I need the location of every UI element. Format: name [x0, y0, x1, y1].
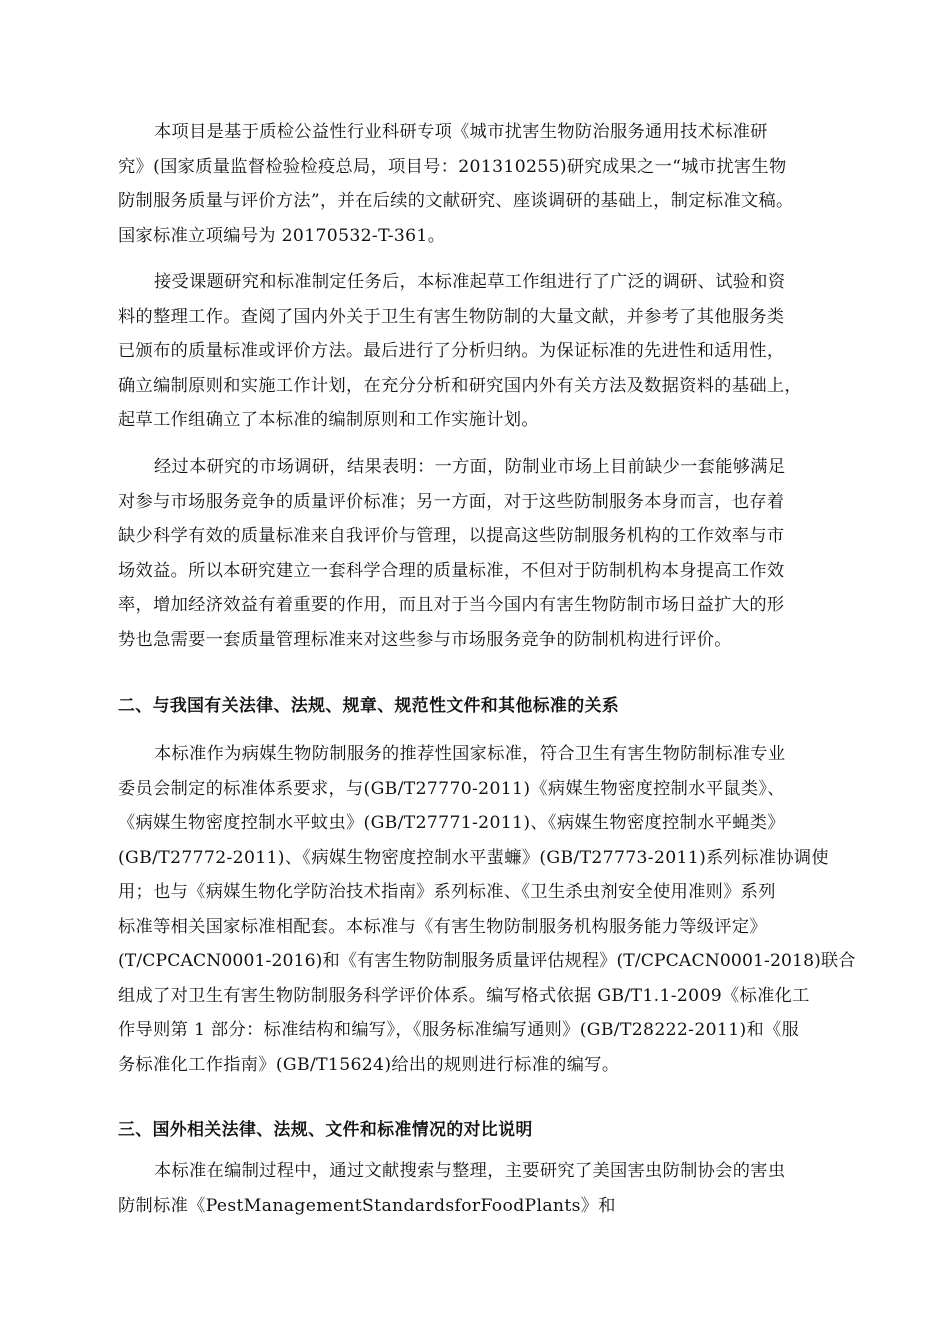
- paragraph-project-background: [118, 115, 858, 253]
- text-line: 已颁布的质量标准或评价方法。最后进行了分析归纳。为保证标准的先进性和适用性，: [118, 341, 785, 361]
- text-line: 委员会制定的标准体系要求，与(GB/T27770-2011)《病媒生物密度控制水平鼠类》、: [118, 778, 785, 799]
- text-line: 国家标准立项编号为 20170532-T-361。: [118, 225, 446, 246]
- text-line: 起草工作组确立了本标准的编制原则和工作实施计划。: [118, 410, 539, 430]
- text-line: 确立编制原则和实施工作计划，在充分分析和研究国内外有关方法及数据资料的基础上，: [118, 375, 802, 396]
- text-line: 势也急需要一套质量管理标准来对这些参与市场服务竞争的防制机构进行评价。: [118, 629, 732, 650]
- text-line: 本标准在编制过程中，通过文献搜索与整理，主要研究了美国害虫防制协会的害虫: [154, 1161, 786, 1181]
- text-line: 率，增加经济效益有着重要的作用，而且对于当今国内有害生物防制市场日益扩大的形: [118, 595, 785, 615]
- text-line: 场效益。所以本研究建立一套科学合理的质量标准，不但对于防制机构本身提高工作效: [118, 560, 785, 581]
- text-line: (T/CPCACN0001-2016)和《有害生物防制服务质量评估规程》(T/CPCACN0001-2018)联合: [118, 951, 856, 971]
- text-line: 防制服务质量与评价方法”，并在后续的文献研究、座谈调研的基础上，制定标准文稿。: [118, 191, 794, 211]
- text-line: 组成了对卫生有害生物防制服务科学评价体系。编写格式依据 GB/T1.1-2009《标准化工: [118, 985, 810, 1006]
- text-line: 《病媒生物密度控制水平蚊虫》(GB/T27771-2011)、《病媒生物密度控制水平蝇类》: [118, 813, 785, 833]
- text-line: 料的整理工作。查阅了国内外关于卫生有害生物防制的大量文献，并参考了其他服务类: [118, 306, 785, 327]
- text-line: 标准等相关国家标准相配套。本标准与《有害生物防制服务机构服务能力等级评定》: [118, 916, 767, 937]
- text-line: 用；也与《病媒生物化学防治技术指南》系列标准、《卫生杀虫剂安全使用准则》系列: [118, 882, 776, 902]
- text-line: 本项目是基于质检公益性行业科研专项《城市扰害生物防治服务通用技术标准研: [154, 122, 768, 142]
- text-line: (GB/T27772-2011)、《病媒生物密度控制水平蜚蠊》(GB/T27773-2011)系列标准协调使: [118, 847, 829, 868]
- paragraph-drafting-work: [118, 265, 858, 438]
- section-heading-domestic-relations: 二、与我国有关法律、法规、规章、规范性文件和其他标准的关系: [118, 695, 620, 715]
- paragraph-standard-relations: [118, 737, 858, 1082]
- text-line: 对参与市场服务竞争的质量评价标准；另一方面，对于这些防制服务本身而言，也存着: [118, 491, 785, 512]
- paragraph-foreign-research: [118, 1154, 858, 1223]
- text-line: 务标准化工作指南》(GB/T15624)给出的规则进行标准的编写。: [118, 1054, 620, 1075]
- text-line: 防制标准《PestManagementStandardsforFoodPlants》和: [118, 1195, 616, 1216]
- text-line: 接受课题研究和标准制定任务后，本标准起草工作组进行了广泛的调研、试验和资: [154, 272, 786, 292]
- text-line: 缺少科学有效的质量标准来自我评价与管理，以提高这些防制服务机构的工作效率与市: [118, 526, 785, 546]
- text-line: 本标准作为病媒生物防制服务的推荐性国家标准，符合卫生有害生物防制标准专业: [154, 744, 786, 764]
- text-line: 作导则第 1 部分：标准结构和编写》，《服务标准编写通则》(GB/T28222-2011)和《服: [118, 1020, 800, 1040]
- paragraph-market-research: [118, 450, 858, 657]
- text-line: 究》(国家质量监督检验检疫总局，项目号：201310255)研究成果之一“城市扰害生物: [118, 156, 787, 177]
- text-line: 经过本研究的市场调研，结果表明：一方面，防制业市场上目前缺少一套能够满足: [154, 457, 786, 477]
- section-heading-foreign-comparison: 三、国外相关法律、法规、文件和标准情况的对比说明: [118, 1119, 533, 1139]
